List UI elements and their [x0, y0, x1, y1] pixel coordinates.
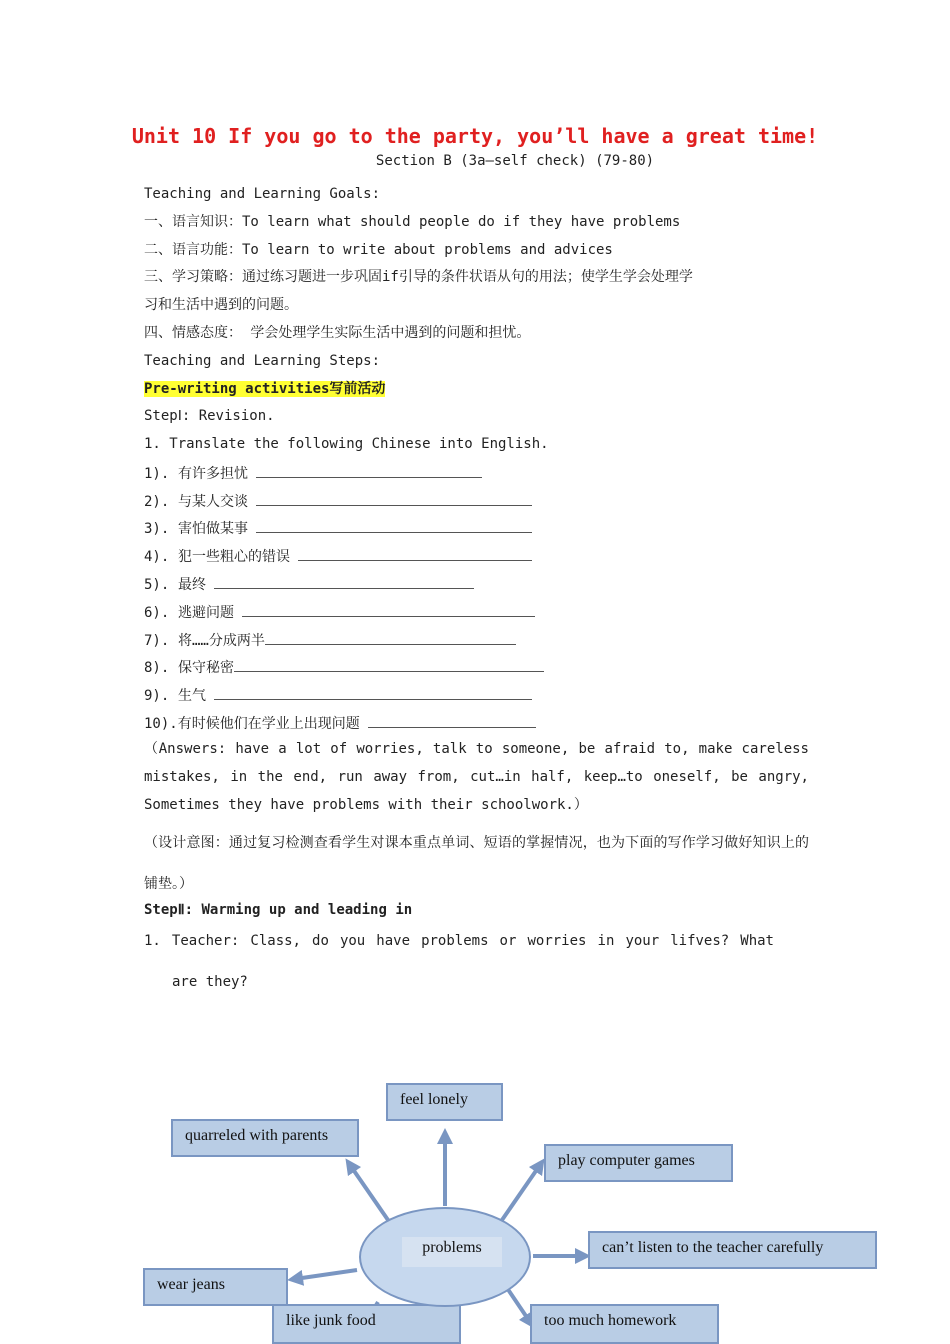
goal-item-2: 二、语言功能：To learn to write about problems and advices — [144, 242, 613, 258]
item-text: 有许多担忧 — [178, 466, 257, 482]
answer-blank[interactable] — [256, 463, 482, 478]
answer-blank[interactable] — [242, 602, 535, 617]
node-play-computer-games: play computer games — [544, 1144, 733, 1182]
answer-blank[interactable] — [256, 518, 532, 533]
translate-item — [144, 546, 532, 566]
item-text: 逃避问题 — [178, 605, 234, 621]
node-too-much-homework: too much homework — [530, 1304, 719, 1344]
item-text: 生气 — [178, 688, 206, 704]
node-quarreled-with-parents: quarreled with parents — [171, 1119, 359, 1157]
node-cant-listen: can’t listen to the teacher carefully — [588, 1231, 877, 1269]
translate-item — [144, 657, 544, 677]
item-text: 犯一些粗心的错误 — [178, 549, 290, 565]
translate-item — [144, 602, 535, 622]
prewriting-line — [144, 380, 385, 398]
node-wear-jeans: wear jeans — [143, 1268, 288, 1306]
translate-item — [144, 713, 536, 733]
center-label: problems — [402, 1237, 502, 1267]
item-text: 害怕做某事 — [178, 521, 248, 537]
item-number: 4). — [144, 549, 170, 565]
prewriting-heading: Pre-writing activities写前活动 — [144, 381, 386, 397]
item-text: 与某人交谈 — [178, 494, 248, 510]
translate-item — [144, 685, 532, 705]
translate-item — [144, 518, 532, 538]
goal-item-1: 一、语言知识：To learn what should people do if they have problems — [144, 214, 681, 230]
arrow-to-quarreled — [350, 1165, 388, 1220]
translate-item — [144, 463, 482, 483]
item-number: 5). — [144, 577, 170, 593]
item-number: 2). — [144, 494, 170, 510]
answers-paragraph: （Answers: have a lot of worries, talk to someone, be afraid to, make careless mistakes, in the end, run away from, cut…in half, keep…to oneself, be angry, Sometimes they have problems with their schoolwork.） — [144, 741, 809, 813]
problems-mind-map — [0, 1070, 950, 1344]
answer-blank[interactable] — [368, 713, 536, 728]
item-text: 有时候他们在学业上出现问题 — [177, 716, 360, 732]
item-number: 8). — [144, 660, 170, 676]
item-number: 6). — [144, 605, 170, 621]
node-feel-lonely: feel lonely — [386, 1083, 503, 1121]
translate-item — [144, 491, 532, 511]
design-note: （设计意图：通过复习检测查看学生对课本重点单词、短语的掌握情况，也为下面的写作学习做好知识上的铺垫。） — [144, 835, 809, 892]
page-title: Unit 10 If you go to the party, you’ll have a great time! — [131, 124, 819, 148]
answer-blank[interactable] — [265, 630, 516, 645]
steps-heading: Teaching and Learning Steps: — [144, 353, 381, 369]
goal-item-4: 四、情感态度： 学会处理学生实际生活中遇到的问题和担忧。 — [144, 325, 531, 341]
item-number: 7). — [144, 633, 170, 649]
answer-blank[interactable] — [234, 657, 544, 672]
step1-heading: StepⅠ: Revision. — [144, 408, 275, 424]
page-subtitle: Section B (3a—self check) (79-80) — [375, 153, 655, 169]
item-number: 9). — [144, 688, 170, 704]
answer-blank[interactable] — [214, 685, 532, 700]
translate-item — [144, 574, 474, 594]
node-like-junk-food: like junk food — [272, 1304, 461, 1344]
goal-item-3: 三、学习策略：通过练习题进一步巩固if引导的条件状语从句的用法；使学生学会处理学 — [144, 269, 693, 285]
item-text: 最终 — [178, 577, 206, 593]
answer-blank[interactable] — [214, 574, 474, 589]
step2-heading: StepⅡ: Warming up and leading in — [144, 902, 413, 918]
arrow-to-wear-jeans — [295, 1270, 357, 1279]
item-number: 10). — [144, 716, 178, 732]
task1-heading: 1. Translate the following Chinese into English. — [144, 436, 549, 452]
item-number: 1). — [144, 466, 170, 482]
goal-item-3-cont: 习和生活中遇到的问题。 — [144, 297, 298, 313]
item-text: 保守秘密 — [178, 660, 234, 676]
goals-heading: Teaching and Learning Goals: — [144, 186, 381, 202]
item-text: 将……分成两半 — [178, 633, 265, 649]
item-number: 3). — [144, 521, 170, 537]
translate-item — [144, 630, 516, 650]
answer-blank[interactable] — [298, 546, 532, 561]
answer-blank[interactable] — [256, 491, 532, 506]
arrow-to-computer-games — [502, 1165, 540, 1220]
teacher-question: 1. Teacher: Class, do you have problems or worries in your lifves? What are they? — [144, 933, 774, 990]
